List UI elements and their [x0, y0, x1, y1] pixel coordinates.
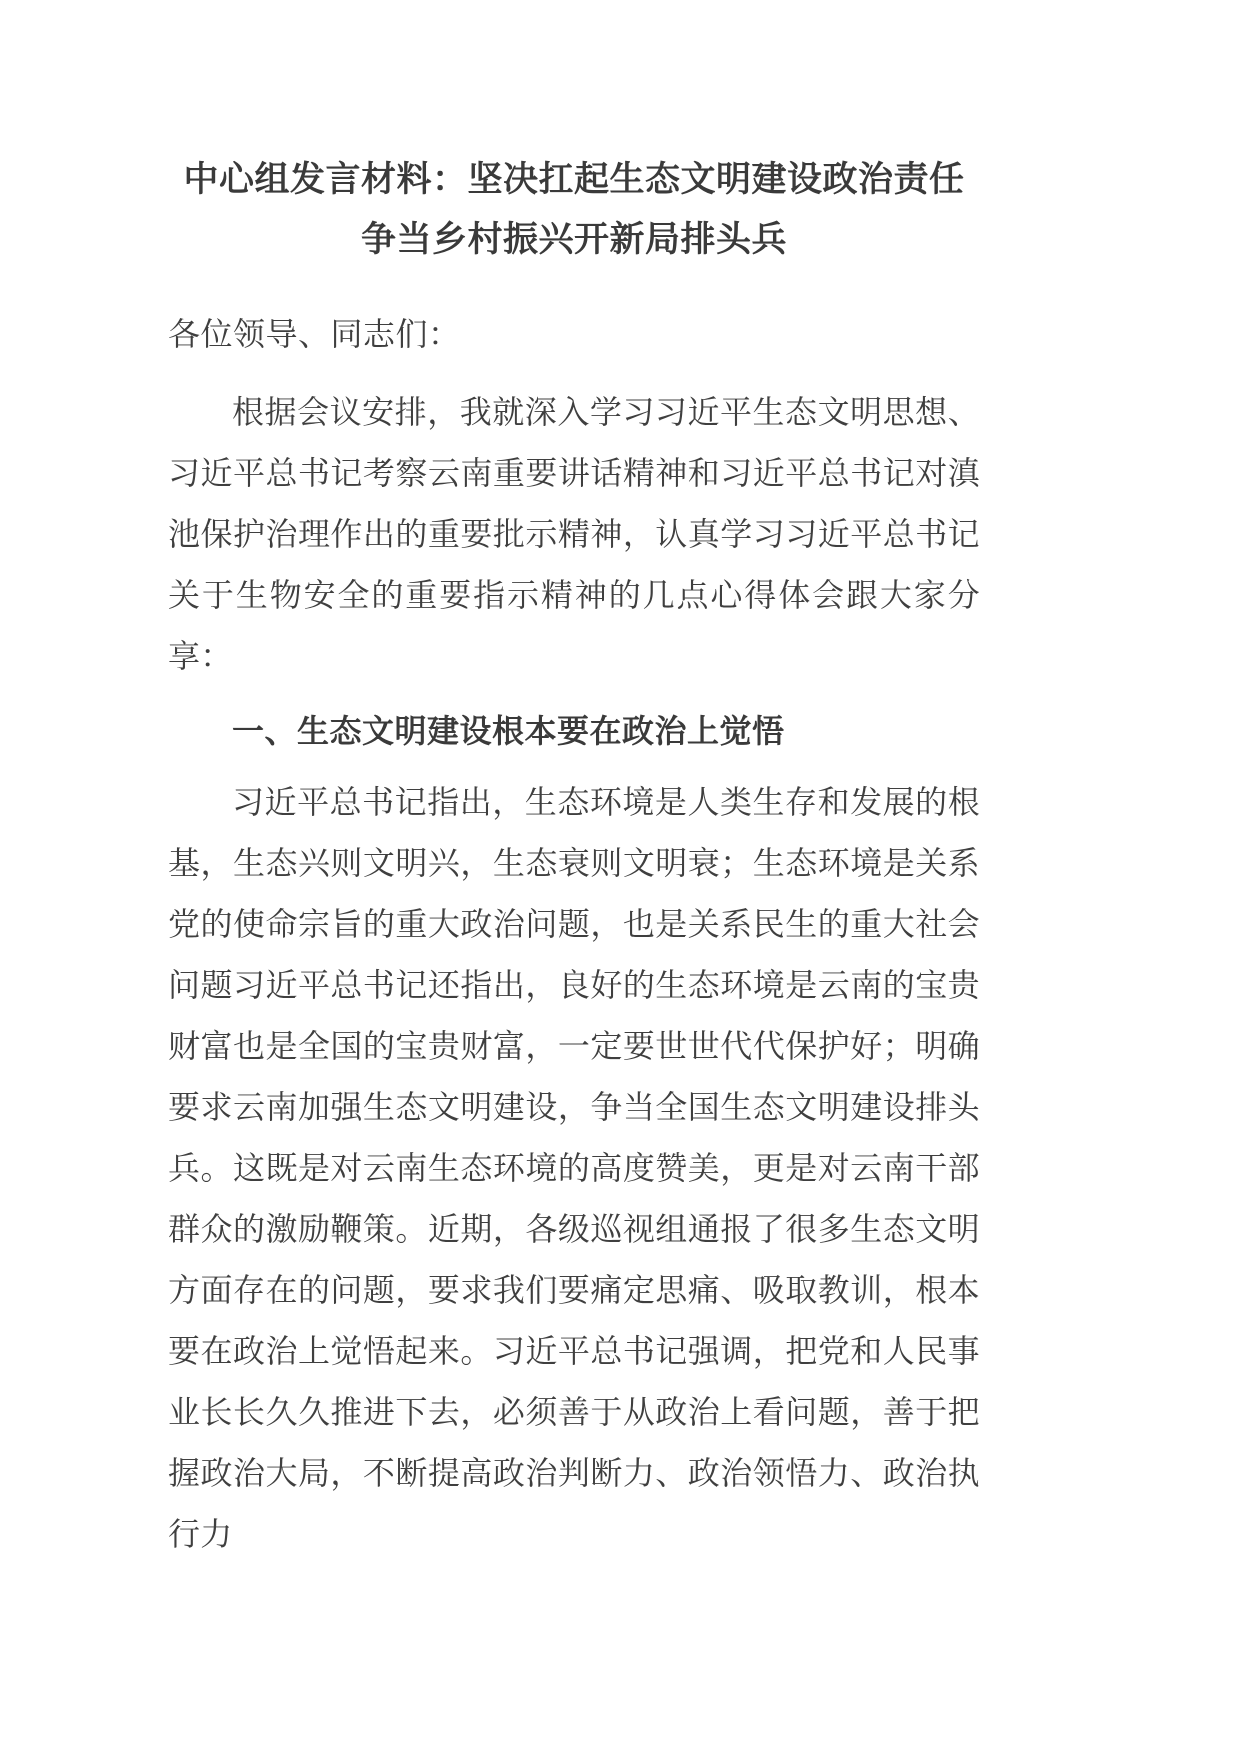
- section-heading-1: 一、生态文明建设根本要在政治上觉悟: [232, 713, 785, 749]
- document-body: [168, 150, 980, 1565]
- intro-paragraph: 根据会议安排，我就深入学习习近平生态文明思想、习近平总书记考察云南重要讲话精神和习近平总书记对滇池保护治理作出的重要批示精神，认真学习习近平总书记关于生物安全的重要指示精神的几点心得体会跟大家分享：: [168, 394, 980, 674]
- section-1-paragraph-1: 习近平总书记指出，生态环境是人类生存和发展的根基，生态兴则文明兴，生态衰则文明衰；生态环境是关系党的使命宗旨的重大政治问题，也是关系民生的重大社会问题习近平总书记还指出，良好的生态环境是云南的宝贵财富也是全国的宝贵财富，一定要世世代代保护好；明确要求云南加强生态文明建设，争当全国生态文明建设排头兵。这既是对云南生态环境的高度赞美，更是对云南干部群众的激励鞭策。近期，各级巡视组通报了很多生态文明方面存在的问题，要求我们要痛定思痛、吸取教训，根本要在政治上觉悟起来。习近平总书记强调，把党和人民事业长长久久推进下去，必须善于从政治上看问题，善于把握政治大局，不断提高政治判断力、政治领悟力、政治执行力: [168, 784, 980, 1552]
- salutation: 各位领导、同志们：: [168, 316, 461, 352]
- document-title: 中心组发言材料：坚决扛起生态文明建设政治责任争当乡村振兴开新局排头兵: [183, 160, 965, 259]
